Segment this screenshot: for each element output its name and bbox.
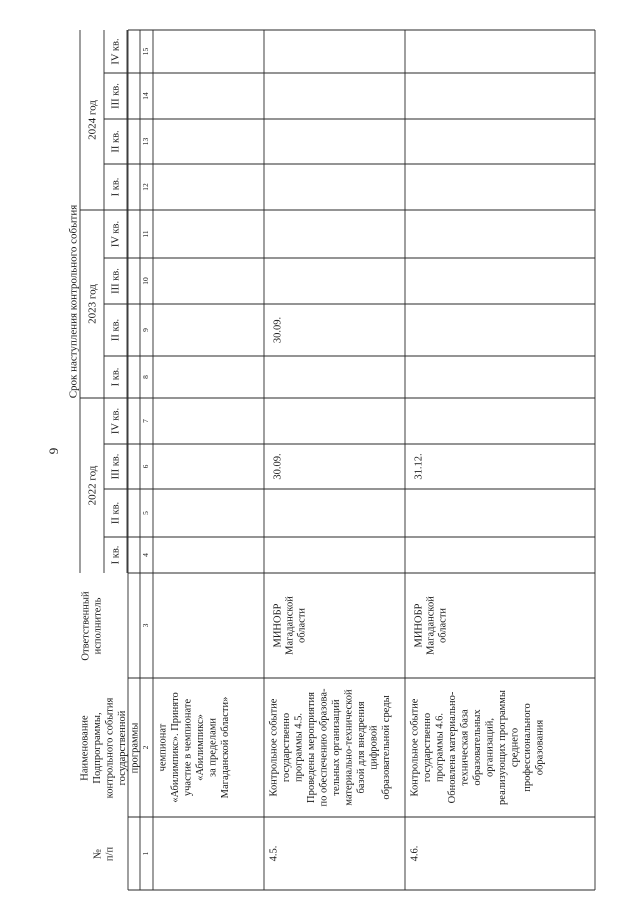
header-quarter: I кв. — [110, 367, 122, 387]
column-number: 10 — [141, 277, 151, 285]
header-quarter: II кв. — [110, 318, 122, 342]
row-name: за пределами — [207, 718, 219, 777]
page-number: 9 — [46, 447, 61, 455]
row-name: Контрольное событие — [409, 698, 421, 797]
column-number: 8 — [141, 375, 151, 379]
column-number: 11 — [141, 230, 151, 238]
row-name: программы 4.6. — [434, 712, 446, 783]
column-number: 12 — [141, 183, 151, 191]
row-name: образовательной среды — [380, 695, 392, 800]
row-name: по обеспечению образова- — [318, 688, 330, 807]
row-executor: Магаданской — [284, 596, 296, 655]
header-quarter: II кв. — [110, 501, 122, 525]
row-executor: области — [296, 607, 308, 644]
header-quarter: I кв. — [110, 545, 122, 565]
header-executor: исполнитель — [92, 597, 104, 655]
column-number: 6 — [141, 464, 151, 469]
column-number: 13 — [141, 137, 151, 146]
column-number: 5 — [141, 511, 151, 515]
column-number: 4 — [141, 553, 151, 557]
row-executor: области — [437, 607, 449, 644]
column-number: 15 — [141, 47, 151, 56]
column-number: 9 — [141, 328, 151, 332]
column-number: 2 — [141, 745, 151, 750]
column-number: 14 — [141, 92, 151, 100]
header-quarter: IV кв. — [110, 38, 122, 65]
row-executor: Магаданской — [425, 596, 437, 655]
header-quarter: II кв. — [110, 130, 122, 153]
header-quarter: III кв. — [110, 83, 122, 109]
row-name: образования — [534, 719, 546, 776]
header-name: программы — [129, 722, 141, 774]
header-year: 2023 год — [86, 284, 99, 324]
row-name: Обновлена материально- — [446, 691, 458, 804]
header-num: № — [92, 848, 104, 860]
row-name: техническая база — [459, 709, 471, 786]
header-quarter: III кв. — [110, 268, 122, 294]
header-name: контрольного события — [104, 697, 116, 799]
row-name: «Абилимпикс» — [194, 714, 206, 781]
row-name: «Абилимпикс». Принято — [169, 692, 181, 803]
row-name: материально-технической — [343, 689, 355, 806]
header-num: п/п — [104, 846, 116, 862]
header-quarter: IV кв. — [110, 407, 122, 435]
column-number: 3 — [141, 623, 151, 628]
row-name: государственно — [421, 712, 433, 783]
header-name: государственной — [116, 710, 128, 786]
header-name: Наименование — [79, 715, 91, 781]
header-name: Подпрограммы, — [91, 712, 103, 784]
header-year: 2024 год — [86, 100, 99, 140]
row-name: Магаданской области» — [219, 696, 231, 799]
row-name: организаций, — [484, 718, 496, 777]
header-year: 2022 год — [86, 465, 99, 506]
column-number: 7 — [141, 419, 151, 423]
row-name: тельных организаций — [330, 699, 342, 796]
header-deadline: Срок наступления контрольного события — [67, 204, 80, 399]
row-number: 4.5. — [268, 845, 280, 862]
row-date: 30.09. — [272, 316, 284, 344]
row-name: цифровой — [368, 725, 380, 770]
row-name: профессионального — [521, 703, 533, 792]
row-number: 4.6. — [409, 845, 421, 862]
header-quarter: IV кв. — [110, 220, 122, 248]
row-name: реализующих программы — [496, 690, 508, 805]
row-name: программы 4.5. — [293, 712, 305, 783]
row-date: 31.12. — [413, 453, 425, 480]
row-name: чемпионат — [157, 723, 169, 772]
header-executor: Ответственный — [80, 591, 92, 661]
row-name: Контрольное событие — [268, 698, 280, 797]
row-executor: МИНОБР — [272, 603, 284, 648]
row-name: базой для внедрения — [355, 701, 367, 794]
row-date: 30.09. — [272, 453, 284, 480]
row-name: Проведены мероприятия — [305, 692, 317, 803]
row-name: участие в чемпионате — [182, 698, 194, 797]
row-name: государственно — [280, 712, 292, 783]
row-executor: МИНОБР — [413, 603, 425, 648]
header-quarter: III кв. — [110, 453, 122, 480]
row-name: образовательных — [471, 709, 483, 786]
column-number: 1 — [141, 851, 151, 856]
row-name: среднего — [509, 727, 521, 768]
header-quarter: I кв. — [110, 177, 122, 197]
